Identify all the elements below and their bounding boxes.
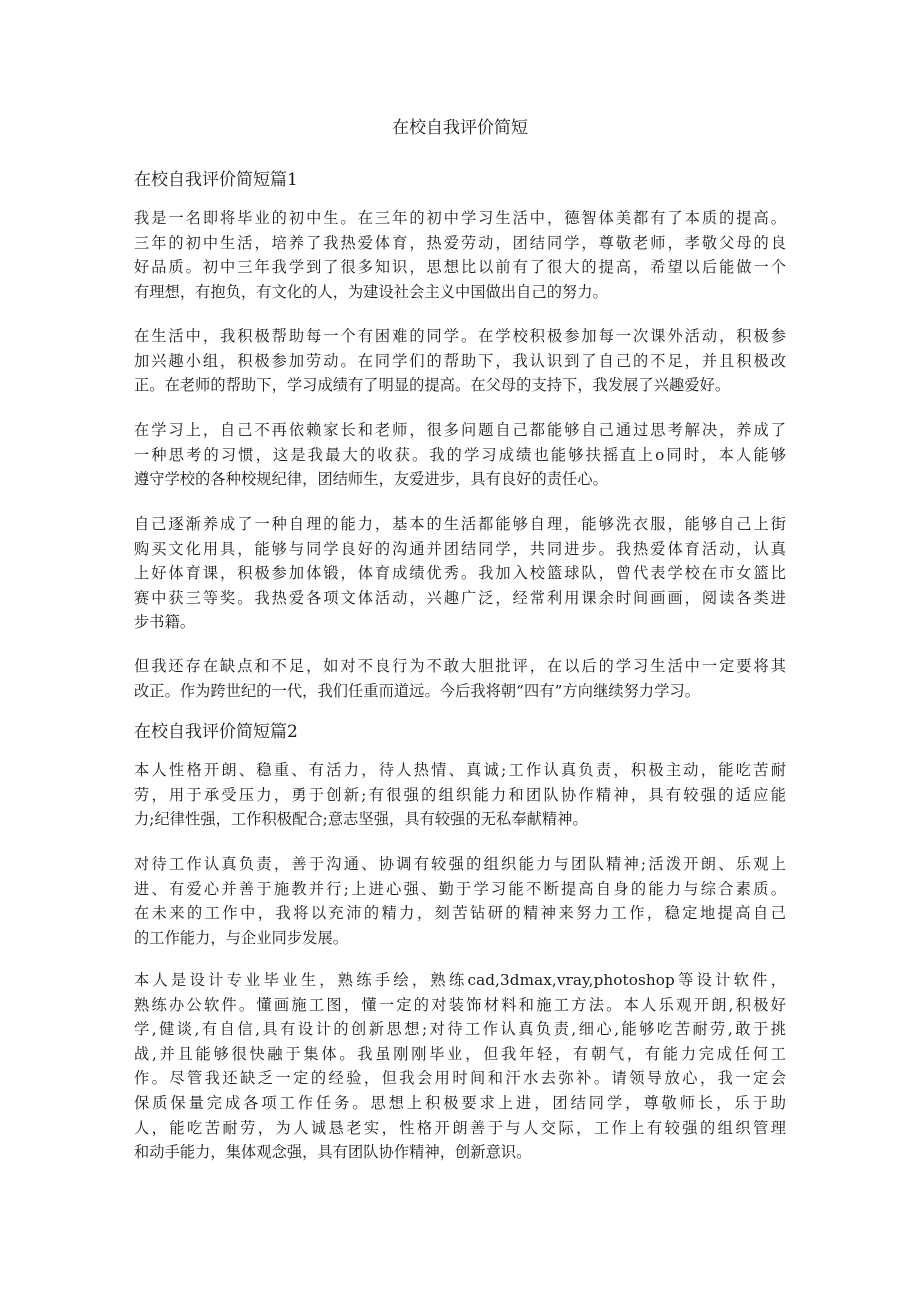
paragraph-line: 赛中获三等奖。我热爱各项文体活动，兴趣广泛，经常利用课余时间画画，阅读各类进	[134, 588, 786, 607]
paragraph-line: 和动手能力，集体观念强，具有团队协作精神，创新意识。	[134, 1143, 532, 1162]
paragraph	[134, 758, 786, 832]
document-title: 在校自我评价简短	[392, 118, 528, 138]
paragraph	[134, 968, 786, 1165]
paragraph-line: 有理想，有抱负，有文化的人，为建设社会主义中国做出自己的努力。	[134, 282, 608, 301]
paragraph-line: 的工作能力，与企业同步发展。	[134, 928, 349, 947]
paragraph-line: 在未来的工作中，我将以充沛的精力，刻苦钻研的精神来努力工作，稳定地提高自己	[134, 904, 786, 923]
paragraph-line: 在学习上，自己不再依赖家长和老师，很多问题自己都能够自己通过思考解决，养成了	[134, 421, 786, 439]
paragraph-line: 购买文化用具，能够与同学良好的沟通并团结同学，共同进步。我热爱体育活动，认真	[134, 539, 786, 558]
paragraph	[134, 852, 786, 950]
paragraph-line: 自己逐渐养成了一种自理的能力，基本的生活都能够自理，能够洗衣服，能够自己上街	[134, 515, 786, 533]
paragraph-line: 遵守学校的各种校规纪律，团结师生，友爱进步，具有良好的责任心。	[134, 470, 608, 489]
paragraph-line: 本人是设计专业毕业生，熟练手绘，熟练cad,3dmax,vray,photoshop等设计软件，	[134, 971, 786, 989]
paragraph-line: 本人性格开朗、稳重、有活力，待人热情、真诚;工作认真负责，积极主动，能吃苦耐	[134, 761, 786, 779]
paragraph-line: 步书籍。	[134, 613, 196, 632]
paragraph-line: 对待工作认真负责，善于沟通、协调有较强的组织能力与团队精神;活泼开朗、乐观上	[134, 855, 786, 873]
paragraph-line: 一种思考的习惯，这是我最大的收获。我的学习成绩也能够扶摇直上o同时，本人能够	[134, 445, 786, 464]
paragraph-line: 战,并且能够很快融于集体。我虽刚刚毕业，但我年轻，有朝气，有能力完成任何工	[134, 1044, 786, 1063]
paragraph-line: 但我还存在缺点和不足，如对不良行为不敢大胆批评，在以后的学习生活中一定要将其	[134, 657, 786, 675]
paragraph-line: 作。尽管我还缺乏一定的经验，但我会用时间和汗水去弥补。请领导放心，我一定会	[134, 1069, 786, 1088]
section-heading-1: 在校自我评价简短篇1	[134, 170, 298, 190]
paragraph-line: 三年的初中生活，培养了我热爱体育，热爱劳动，团结同学，尊敬老师，孝敬父母的良	[134, 233, 786, 252]
paragraph-line: 改正。作为跨世纪的一代，我们任重而道远。今后我将朝“四有”方向继续努力学习。	[134, 681, 701, 700]
paragraph-line: 正。在老师的帮助下，学习成绩有了明显的提高。在父母的支持下，我发展了兴趣爱好。	[134, 376, 731, 395]
paragraph	[134, 512, 786, 635]
paragraph-line: 在生活中，我积极帮助每一个有困难的同学。在学校积极参加每一次课外活动，积极参	[134, 327, 786, 345]
paragraph	[134, 324, 786, 398]
paragraph-line: 力;纪律性强，工作积极配合;意志坚强，具有较强的无私奉献精神。	[134, 810, 588, 829]
paragraph	[134, 418, 786, 492]
paragraph-line: 熟练办公软件。懂画施工图，懂一定的对装饰材料和施工方法。本人乐观开朗,积极好	[134, 995, 786, 1014]
paragraph-line: 人，能吃苦耐劳，为人诚恳老实，性格开朗善于与人交际，工作上有较强的组织管理	[134, 1118, 786, 1137]
paragraph-line: 劳，用于承受压力，勇于创新;有很强的组织能力和团队协作精神，具有较强的适应能	[134, 785, 786, 804]
paragraph-line: 加兴趣小组，积极参加劳动。在同学们的帮助下，我认识到了自己的不足，并且积极改	[134, 351, 786, 370]
paragraph	[134, 206, 786, 304]
paragraph-line: 进、有爱心并善于施教并行;上进心强、勤于学习能不断提高自身的能力与综合素质。	[134, 879, 786, 898]
paragraph-line: 保质保量完成各项工作任务。思想上积极要求上进，团结同学，尊敬师长，乐于助	[134, 1093, 786, 1112]
paragraph	[134, 654, 786, 703]
paragraph-line: 我是一名即将毕业的初中生。在三年的初中学习生活中，德智体美都有了本质的提高。	[134, 209, 786, 227]
paragraph-line: 学,健谈,有自信,具有设计的创新思想;对待工作认真负责,细心,能够吃苦耐劳,敢于挑	[134, 1020, 786, 1039]
paragraph-line: 好品质。初中三年我学到了很多知识，思想比以前有了很大的提高，希望以后能做一个	[134, 258, 786, 277]
paragraph-line: 上好体育课，积极参加体锻，体育成绩优秀。我加入校篮球队，曾代表学校在市女篮比	[134, 564, 786, 583]
section-heading-2: 在校自我评价简短篇2	[134, 722, 298, 742]
